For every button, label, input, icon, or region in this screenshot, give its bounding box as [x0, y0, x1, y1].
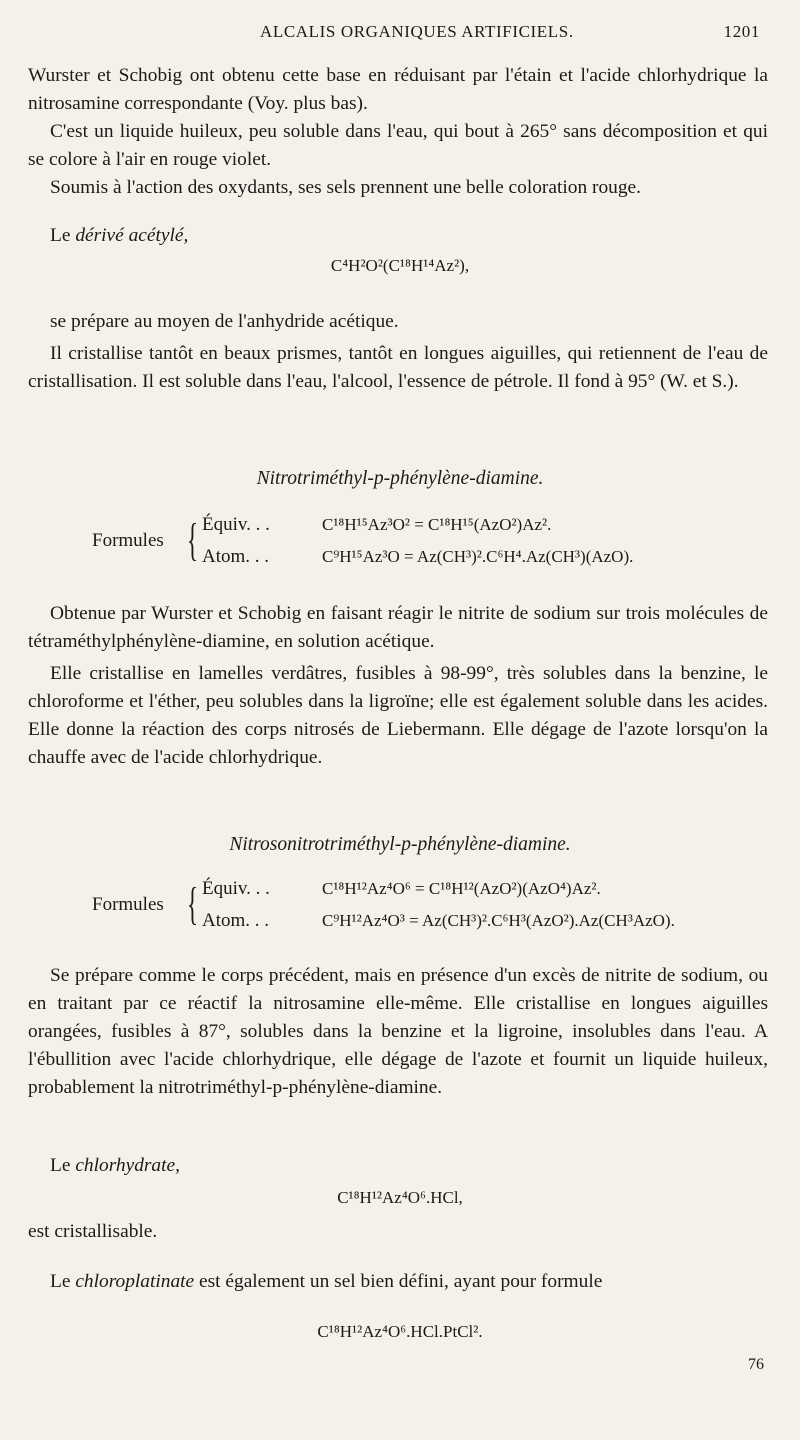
italic-term: chlorhydrate, [75, 1155, 180, 1176]
formula-row-label: Atom. . . [202, 546, 270, 567]
formula-label: Formules [92, 894, 164, 915]
paragraph: est cristallisable. [28, 1221, 158, 1242]
formula-text: C¹⁸H¹⁵Az³O² = C¹⁸H¹⁵(AzO²)Az². [322, 515, 552, 534]
paragraph: Soumis à l'action des oxydants, ses sels prennent une belle coloration rouge. [50, 177, 642, 198]
paragraph: C'est un liquide huileux, peu soluble dans l'eau, qui bout à 265° sans décomposition et qui se colore à l'air en rouge violet. [28, 121, 768, 170]
formula-text: C⁹H¹²Az⁴O³ = Az(CH³)².C⁶H³(AzO²).Az(CH³AzO). [322, 911, 675, 930]
formula-block [92, 876, 792, 938]
formula-row-label: Équiv. . . [202, 514, 270, 535]
formula-label: Formules [92, 530, 164, 551]
running-header [60, 22, 760, 48]
text: Le [50, 1155, 76, 1176]
formula-row-atom [202, 546, 633, 568]
formula-row-label: Équiv. . . [202, 878, 270, 899]
text: Le [50, 225, 76, 246]
italic-term: chloroplatinate [75, 1271, 195, 1292]
formula-text: C¹⁸H¹²Az⁴O⁶ = C¹⁸H¹²(AzO²)(AzO⁴)Az². [322, 879, 601, 898]
section-title: Nitrosonitrotriméthyl-p-phénylène-diamine. [229, 834, 571, 855]
text: est également un sel bien défini, ayant pour formule [194, 1271, 603, 1292]
italic-term: dérivé acétylé, [75, 225, 189, 246]
paragraph: Obtenue par Wurster et Schobig en faisant réagir le nitrite de sodium sur trois molécules de tétraméthylphénylène-diamine, en solution acétique. [28, 603, 768, 652]
running-title: ALCALIS ORGANIQUES ARTIFICIELS. [260, 22, 574, 41]
signature-mark: 76 [748, 1356, 764, 1373]
formula-row-atom [202, 910, 675, 932]
formula-chlorhydrate: C¹⁸H¹²Az⁴O⁶.HCl, [337, 1188, 463, 1207]
formula-chloroplatinate: C¹⁸H¹²Az⁴O⁶.HCl.PtCl². [317, 1322, 483, 1341]
section-title: Nitrotriméthyl-p-phénylène-diamine. [256, 468, 544, 489]
page-number: 1201 [723, 22, 760, 41]
paragraph: Wurster et Schobig ont obtenu cette base en réduisant par l'étain et l'acide chlorhydrique la nitrosamine correspondante (Voy. plus bas). [28, 65, 768, 114]
formula-text: C⁹H¹⁵Az³O = Az(CH³)².C⁶H⁴.Az(CH³)(AzO). [322, 547, 634, 566]
text: Le [50, 1271, 76, 1292]
paragraph: Se prépare comme le corps précédent, mais en présence d'un excès de nitrite de sodium, ou en traitant par ce réactif la nitrosamine elle-même. Elle cristallise en longues aiguilles orangées, fusibles à 87°, solubles dans la benzine et la ligroine, insolubles dans l'eau. A l'ébullition avec l'acide chlorhydrique, elle dégage de l'azote et fournit un liquide huileux, probablement la nitrotriméthyl-p-phénylène-diamine. [28, 965, 768, 1098]
brace-icon: { [187, 878, 199, 929]
formula-block [92, 512, 792, 574]
paragraph [28, 1268, 768, 1296]
formula-row-label: Atom. . . [202, 910, 270, 931]
paragraph [28, 1152, 768, 1180]
formula-acetyl: C⁴H²O²(C¹⁸H¹⁴Az²), [330, 256, 470, 275]
formula-row-equiv [202, 878, 601, 900]
paragraph: se prépare au moyen de l'anhydride acétique. [50, 311, 399, 332]
formula-row-equiv [202, 514, 551, 536]
brace-icon: { [187, 514, 199, 565]
paragraph: Elle cristallise en lamelles verdâtres, fusibles à 98-99°, très solubles dans la benzine, le chloroforme et l'éther, peu solubles dans la ligroïne; elle est également soluble dans les acides. Elle donne la réaction des corps nitrosés de Liebermann. Elle dégage de l'azote lorsqu'on la chauffe avec de l'acide chlorhydrique. [28, 663, 768, 768]
paragraph: Il cristallise tantôt en beaux prismes, tantôt en longues aiguilles, qui retiennent de l'eau de cristallisation. Il est soluble dans l'eau, l'alcool, l'essence de pétrole. Il fond à 95° (W. et S.). [28, 343, 768, 392]
paragraph [28, 222, 768, 250]
